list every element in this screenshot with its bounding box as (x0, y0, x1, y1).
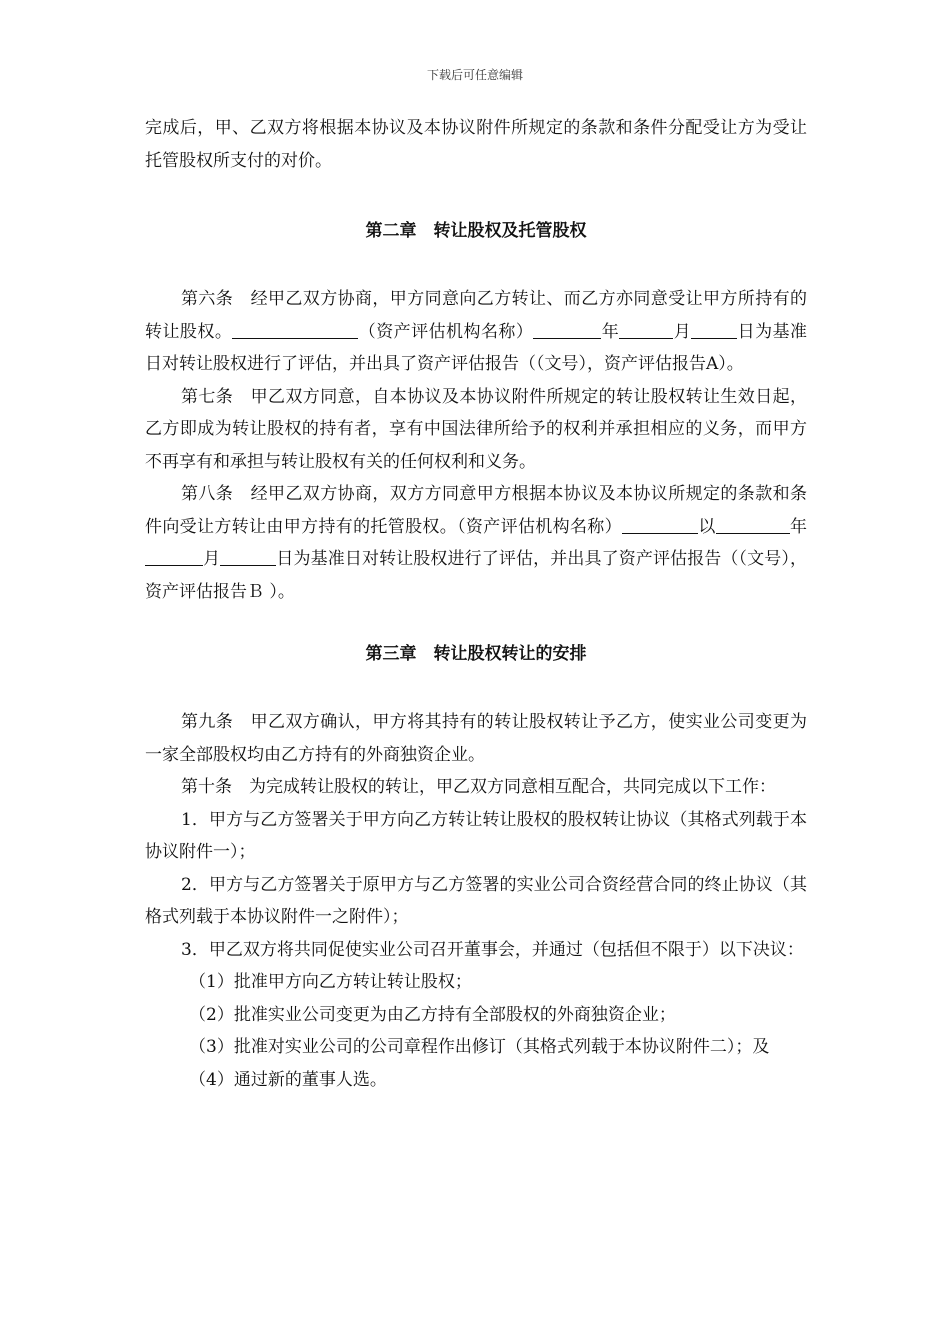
article-10: 第十条 为完成转让股权的转让，甲乙双方同意相互配合，共同完成以下工作： (181, 777, 776, 797)
paragraph-continuation: 完成后，甲、乙双方将根据本协议及本协议附件所规定的条款和条件分配受让方为受让托管股权所支付的对价。 (145, 118, 807, 171)
article-9: 第九条 甲乙双方确认，甲方将其持有的转让股权转让予乙方，使实业公司变更为一家全部股权均由乙方持有的外商独资企业。 (145, 712, 807, 765)
blank-field[interactable] (232, 320, 358, 339)
blank-field[interactable] (691, 320, 737, 339)
blank-field[interactable] (220, 547, 276, 566)
page-header: 下载后可任意编辑 (426, 68, 523, 82)
blank-field[interactable] (716, 515, 790, 534)
article-8: 第八条 经甲乙双方协商，双方方同意甲方根据本协议及本协议所规定的条款和条件向受让方转让由甲方持有的托管股权。（资产评估机构名称） 以 年月 日为基准日对转让股权进行了评估，并出具了资产评估报告（（文号），资产评估报告Ｂ ）。 (145, 484, 808, 602)
blank-field[interactable] (664, 515, 698, 534)
sub-item-3: （3）批准对实业公司的公司章程作出修订（其格式列载于本协议附件二）；及 (189, 1037, 770, 1057)
chapter-3-title: 第三章 转让股权转让的安排 (365, 644, 587, 664)
blank-field[interactable] (145, 547, 203, 566)
list-item-1: 1．甲方与乙方签署关于甲方向乙方转让转让股权的股权转让协议（其格式列载于本协议附件一）； (145, 809, 807, 862)
sub-item-2: （2）批准实业公司变更为由乙方持有全部股权的外商独资企业； (189, 1004, 676, 1025)
list-item-3: 3．甲乙双方将共同促使实业公司召开董事会，并通过（包括但不限于）以下决议： (181, 939, 804, 960)
list-item-2: 2．甲方与乙方签署关于原甲方与乙方签署的实业公司合资经营合同的终止协议（其格式列载于本协议附件一之附件）； (145, 874, 807, 927)
sub-item-1: （1）批准甲方向乙方转让转让股权； (189, 972, 472, 992)
blank-field[interactable] (622, 515, 664, 534)
article-6: 第六条 经甲乙双方协商，甲方同意向乙方转让、而乙方亦同意受让甲方所持有的转让股权。 （资产评估机构名称） 年 月 日为基准日对转让股权进行了评估，并出具了资产评估报告（（文号），资产评估报告A）。 (145, 289, 808, 374)
document-body (145, 112, 807, 1096)
blank-field[interactable] (533, 320, 601, 339)
article-7: 第七条 甲乙双方同意，自本协议及本协议附件所规定的转让股权转让生效日起，乙方即成为转让股权的持有者，享有中国法律所给予的权利并承担相应的义务，而甲方不再享有和承担与转让股权有关的任何权利和义务。 (145, 386, 807, 472)
blank-field[interactable] (619, 320, 673, 339)
chapter-2-title: 第二章 转让股权及托管股权 (365, 221, 587, 241)
sub-item-4: （4）通过新的董事人选。 (189, 1069, 387, 1090)
